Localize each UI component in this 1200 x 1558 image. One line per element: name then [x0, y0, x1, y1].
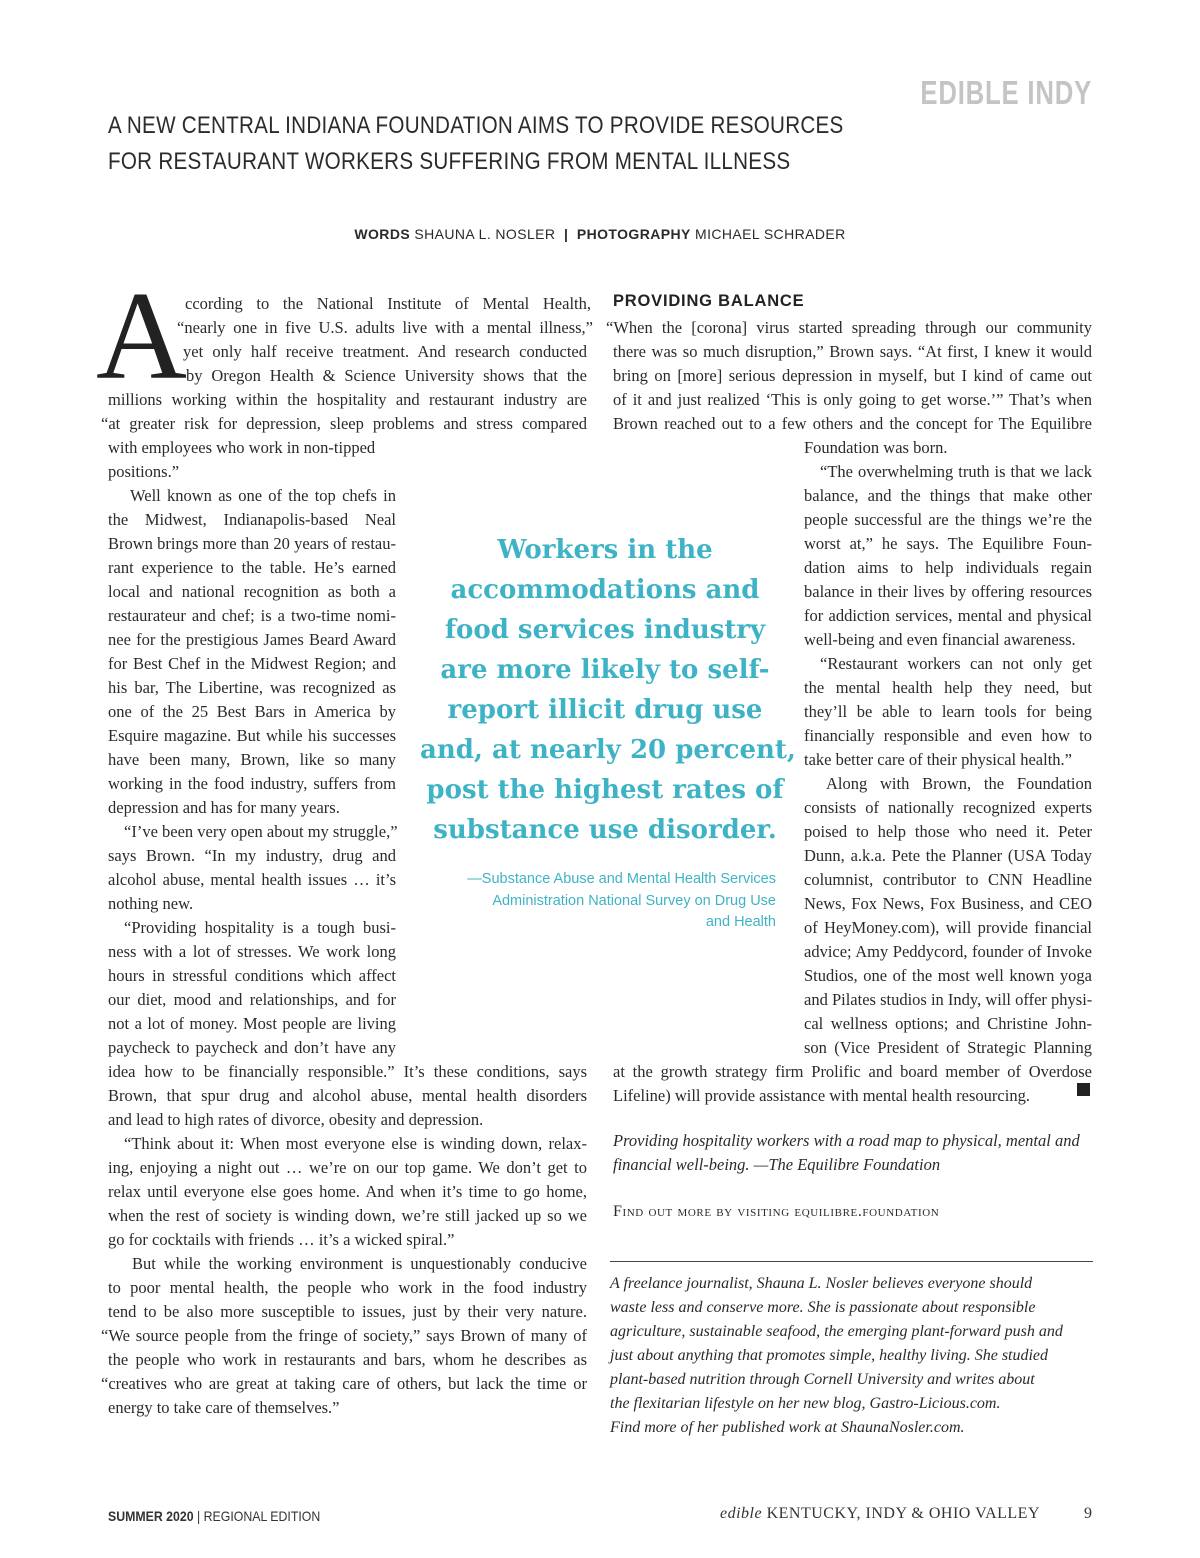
page-number: 9 — [1084, 1505, 1092, 1522]
headline-line-1: A NEW CENTRAL INDIANA FOUNDATION AIMS TO PROVIDE RESOURCES — [108, 112, 844, 139]
body-line: “We source people from the fringe of society,” says Brown of many of — [101, 1326, 587, 1345]
body-line: Lifeline) will provide assistance with mental health resourcing. — [613, 1086, 1030, 1105]
bio-line: waste less and conserve more. She is passionate about responsible — [610, 1299, 1036, 1316]
body-line: Esquire magazine. But while his successes — [108, 726, 396, 745]
body-line: Brown brings more than 20 years of restau- — [108, 534, 396, 553]
body-line: advice; Amy Peddycord, founder of Invoke — [804, 942, 1092, 961]
body-line: financially responsible and even how to — [804, 726, 1092, 745]
body-line: energy to take care of themselves.” — [108, 1398, 340, 1417]
body-line: alcohol abuse, mental health issues … it’s — [108, 870, 396, 889]
pull-quote-line: Workers in the — [497, 535, 713, 565]
body-line: son (Vice President of Strategic Planning — [804, 1038, 1092, 1057]
body-line: columnist, contributor to CNN Headline — [804, 870, 1092, 889]
body-line: balance, and the things that make other — [804, 486, 1092, 505]
byline-separator: | — [563, 226, 569, 242]
body-line: the Midwest, Indianapolis-based Neal — [108, 510, 396, 529]
find-more-link[interactable]: Find out more by visiting equilibre.foundation — [613, 1203, 940, 1220]
body-line: depression and has for many years. — [108, 798, 340, 817]
byline — [0, 226, 1200, 242]
body-line: at the growth strategy firm Prolific and board member of Overdose — [613, 1062, 1092, 1081]
body-line: “Restaurant workers can not only get — [820, 654, 1092, 673]
pull-quote-line: and, at nearly 20 percent, — [420, 735, 796, 765]
body-line: and lead to high rates of divorce, obesity and depression. — [108, 1110, 484, 1129]
body-line: for addiction services, mental and physical — [804, 606, 1092, 625]
foundation-tagline: Providing hospitality workers with a road map to physical, mental and — [613, 1131, 1080, 1150]
footer-edition — [108, 1508, 320, 1524]
footer-divider: | — [197, 1508, 201, 1524]
body-line: working in the food industry, suffers from — [108, 774, 396, 793]
body-line: balance in their lives by offering resources — [804, 582, 1092, 601]
body-line: yet only half receive treatment. And research conducted — [183, 342, 587, 361]
body-line: ing, enjoying a night out … we’re on our top game. We don’t get to — [108, 1158, 587, 1177]
body-line: News, Fox News, Fox Business, and CEO — [804, 894, 1092, 913]
body-line: “I’ve been very open about my struggle,” — [124, 822, 398, 841]
body-line: our diet, mood and relationships, and for — [108, 990, 396, 1009]
body-line: nee for the prestigious James Beard Award — [108, 630, 396, 649]
body-line: one of the 25 Best Bars in America by — [108, 702, 396, 721]
magazine-brand: EDIBLE INDY — [920, 74, 1092, 111]
body-line: with employees who work in non-tipped — [108, 438, 376, 457]
body-line: hours in stressful conditions which affect — [108, 966, 396, 985]
pull-quote-source-line: Administration National Survey on Drug Use — [492, 893, 776, 909]
body-line: “When the [corona] virus started spreading through our community — [606, 318, 1092, 337]
body-line: Brown reached out to a few others and the concept for The Equilibre — [613, 414, 1092, 433]
bio-line: just about anything that promotes simple, healthy living. She studied — [610, 1347, 1049, 1364]
body-line: poised to help those who need it. Peter — [804, 822, 1092, 841]
body-line: “nearly one in five U.S. adults live with a mental illness,” — [177, 318, 593, 337]
body-line: by Oregon Health & Science University shows that the — [186, 366, 587, 385]
body-line: for Best Chef in the Midwest Region; and — [108, 654, 396, 673]
pull-quote-line: report illicit drug use — [447, 695, 763, 725]
body-line: tend to be also more susceptible to issues, just by their very nature. — [108, 1302, 587, 1321]
body-line: his bar, The Libertine, was recognized as — [108, 678, 396, 697]
body-line: relax until everyone else goes home. And when it’s time to go home, — [108, 1182, 587, 1201]
body-line: when the rest of society is winding down, we’re still jacked up so we — [108, 1206, 587, 1225]
body-line: consists of nationally recognized experts — [804, 798, 1092, 817]
pull-quote-source-line: and Health — [705, 914, 776, 930]
foundation-tagline: financial well-being. —The Equilibre Foundation — [613, 1155, 941, 1174]
body-line: worst at,” he says. The Equilibre Foun- — [804, 534, 1092, 553]
bio-line: the flexitarian lifestyle on her new blog, Gastro-Licious.com. — [610, 1395, 1001, 1412]
body-line: to poor mental health, the people who work in the food industry — [108, 1278, 587, 1297]
body-line: ness with a lot of stresses. We work long — [108, 942, 396, 961]
body-line: the people who work in restaurants and bars, whom he describes as — [108, 1350, 587, 1369]
body-line: and Pilates studios in Indy, will offer physi- — [804, 990, 1093, 1009]
bio-line: plant-based nutrition through Cornell University and writes about — [610, 1371, 1035, 1388]
subhead: PROVIDING BALANCE — [613, 292, 805, 310]
body-line: restaurateur and chef; is a two-time nomi- — [108, 606, 396, 625]
body-line: bring on [more] serious depression in myself, but I kind of came out — [613, 366, 1092, 385]
body-line: “The overwhelming truth is that we lack — [820, 462, 1092, 481]
body-line: of it and just realized ‘This is only going to get worse.’” That’s when — [613, 390, 1092, 409]
footer-magazine-prefix: edible — [720, 1505, 763, 1522]
body-line: Dunn, a.k.a. Pete the Planner (USA Today — [804, 846, 1092, 865]
pull-quote-line: post the highest rates of — [426, 775, 784, 805]
byline-photo-label: PHOTOGRAPHY — [576, 226, 691, 242]
body-line: Brown, that spur drug and alcohol abuse, mental health disorders — [108, 1086, 587, 1105]
body-line: says Brown. “In my industry, drug and — [108, 846, 396, 865]
body-line: go for cocktails with friends … it’s a wicked spiral.” — [108, 1230, 455, 1249]
bio-line: Find more of her published work at ShaunaNosler.com. — [610, 1419, 965, 1436]
footer-magazine-name: KENTUCKY, INDY & OHIO VALLEY — [766, 1505, 1040, 1522]
byline-words-label: WORDS — [354, 226, 411, 242]
pull-quote-line: accommodations and — [450, 575, 760, 605]
pull-quote-line: food services industry — [444, 615, 766, 645]
body-line: paycheck to paycheck and don’t have any — [108, 1038, 396, 1057]
body-line: rant experience to the table. He’s earned — [108, 558, 396, 577]
body-line: there was so much disruption,” Brown says. “At first, I knew it would — [613, 342, 1092, 361]
body-line: take better care of their physical health.” — [804, 750, 1072, 769]
body-line: the mental health help they need, but — [804, 678, 1092, 697]
footer-magazine — [720, 1505, 1040, 1523]
byline-author: SHAUNA L. NOSLER — [414, 226, 556, 242]
body-line: dation aims to help individuals regain — [804, 558, 1092, 577]
pull-quote-line: substance use disorder. — [433, 815, 777, 845]
footer-edition-label: REGIONAL EDITION — [203, 1508, 321, 1524]
end-mark-square — [1077, 1083, 1090, 1096]
body-line: Well known as one of the top chefs in — [130, 486, 396, 505]
body-line: cal wellness options; and Christine John- — [804, 1014, 1092, 1033]
body-line: millions working within the hospitality and restaurant industry are — [108, 390, 587, 409]
pull-quote-line: are more likely to self- — [440, 655, 770, 685]
body-line: But while the working environment is unquestionably conducive — [132, 1254, 587, 1273]
pull-quote-source-line: —Substance Abuse and Mental Health Services — [467, 871, 776, 887]
body-line: have been many, Brown, like so many — [108, 750, 396, 769]
body-line: Studios, one of the most well known yoga — [804, 966, 1092, 985]
body-line: not a lot of money. Most people are living — [108, 1014, 396, 1033]
body-line: Foundation was born. — [804, 438, 948, 457]
bio-line: agriculture, sustainable seafood, the emerging plant-forward push and — [610, 1323, 1063, 1340]
body-line: “at greater risk for depression, sleep problems and stress compared — [101, 414, 587, 433]
body-line: idea how to be financially responsible.” It’s these conditions, says — [108, 1062, 587, 1081]
body-line: Along with Brown, the Foundation — [826, 774, 1092, 793]
body-line: “Think about it: When most everyone else is winding down, relax- — [124, 1134, 587, 1153]
headline-line-2: FOR RESTAURANT WORKERS SUFFERING FROM MENTAL ILLNESS — [108, 148, 791, 175]
bio-divider — [610, 1261, 1093, 1262]
bio-line: A freelance journalist, Shauna L. Nosler believes everyone should — [610, 1275, 1033, 1292]
body-line: “creatives who are great at taking care of others, but lack the time or — [101, 1374, 587, 1393]
body-line: ccording to the National Institute of Mental Health, — [185, 294, 591, 313]
body-line: nothing new. — [108, 894, 194, 913]
body-line: local and national recognition as both a — [108, 582, 396, 601]
body-line: “Providing hospitality is a tough busi- — [124, 918, 396, 937]
body-line: positions.” — [108, 462, 180, 481]
body-line: people successful are the things we’re the — [804, 510, 1092, 529]
body-line: well-being and even financial awareness. — [804, 630, 1076, 649]
byline-photographer: MICHAEL SCHRADER — [695, 226, 846, 242]
body-line: they’ll be able to learn tools for being — [804, 702, 1092, 721]
footer-season: SUMMER 2020 — [108, 1508, 194, 1524]
drop-cap: A — [96, 267, 187, 406]
body-line: of HeyMoney.com), will provide financial — [804, 918, 1092, 937]
